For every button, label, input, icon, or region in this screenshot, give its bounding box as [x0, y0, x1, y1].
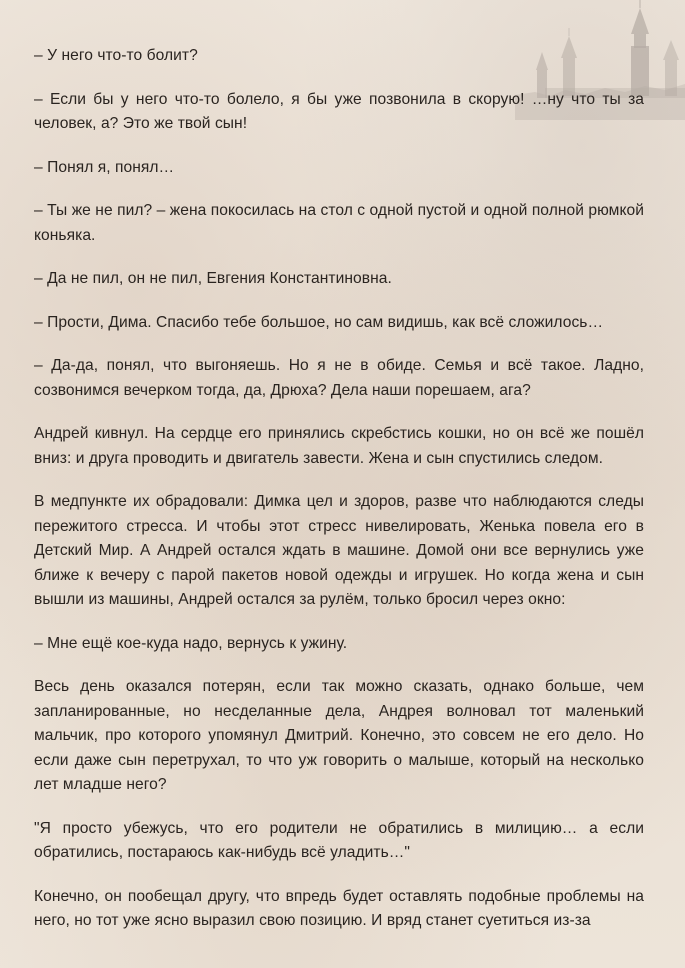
paragraph: В медпункте их обрадовали: Димка цел и здоров, разве что наблюдаются следы пережитого стресса. И чтобы этот стресс нивелировать, Женька повела его в Детский Мир. А Андрей остался ждать в машине. Домой они все вернулись уже ближе к вечеру с парой пакетов новой одежды и игрушек. Но когда жена и сын вышли из машины, Андрей остался за рулём, только бросил через окно: — [34, 493, 644, 608]
paragraph: – У него что-то болит? — [34, 47, 198, 64]
paragraph: – Мне ещё кое-куда надо, вернусь к ужину. — [34, 634, 348, 652]
paragraph: – Да не пил, он не пил, Евгения Константиновна. — [34, 270, 392, 287]
story-text — [34, 44, 644, 953]
paragraph: Андрей кивнул. На сердце его принялись скребстись кошки, но он всё же пошёл вниз: и друга проводить и двигатель завести. Жена и сын спустились следом. — [34, 425, 644, 467]
paragraph: – Прости, Дима. Спасибо тебе большое, но сам видишь, как всё сложилось… — [34, 313, 604, 331]
paragraph: Весь день оказался потерян, если так можно сказать, однако больше, чем запланированные, но несделанные дела, Андрея волновал тот маленький мальчик, про которого упомянул Дмитрий. Конечно, это совсем не его дело. Но если даже сын перетрухал, то что уж говорить о малыше, который на несколько лет младше него? — [34, 678, 644, 793]
paragraph: – Да-да, понял, что выгоняешь. Но я не в обиде. Семья и всё такое. Ладно, созвонимся вечерком тогда, да, Дрюха? Дела наши порешаем, ага? — [34, 357, 644, 399]
paragraph: – Понял я, понял… — [34, 158, 175, 176]
paragraph: – Если бы у него что-то болело, я бы уже позвонила в скорую! …ну что ты за человек, а? Это же твой сын! — [34, 90, 644, 132]
paragraph: Конечно, он пообещал другу, что впредь будет оставлять подобные проблемы на него, но тот уже ясно выразил свою позицию. И вряд станет суетиться из-за — [34, 887, 644, 929]
paragraph: – Ты же не пил? – жена покосилась на стол с одной пустой и одной полной рюмкой коньяка. — [34, 202, 644, 244]
paragraph: "Я просто убежусь, что его родители не обратились в милицию… а если обратились, постараюсь как-нибудь всё уладить…" — [34, 819, 644, 861]
